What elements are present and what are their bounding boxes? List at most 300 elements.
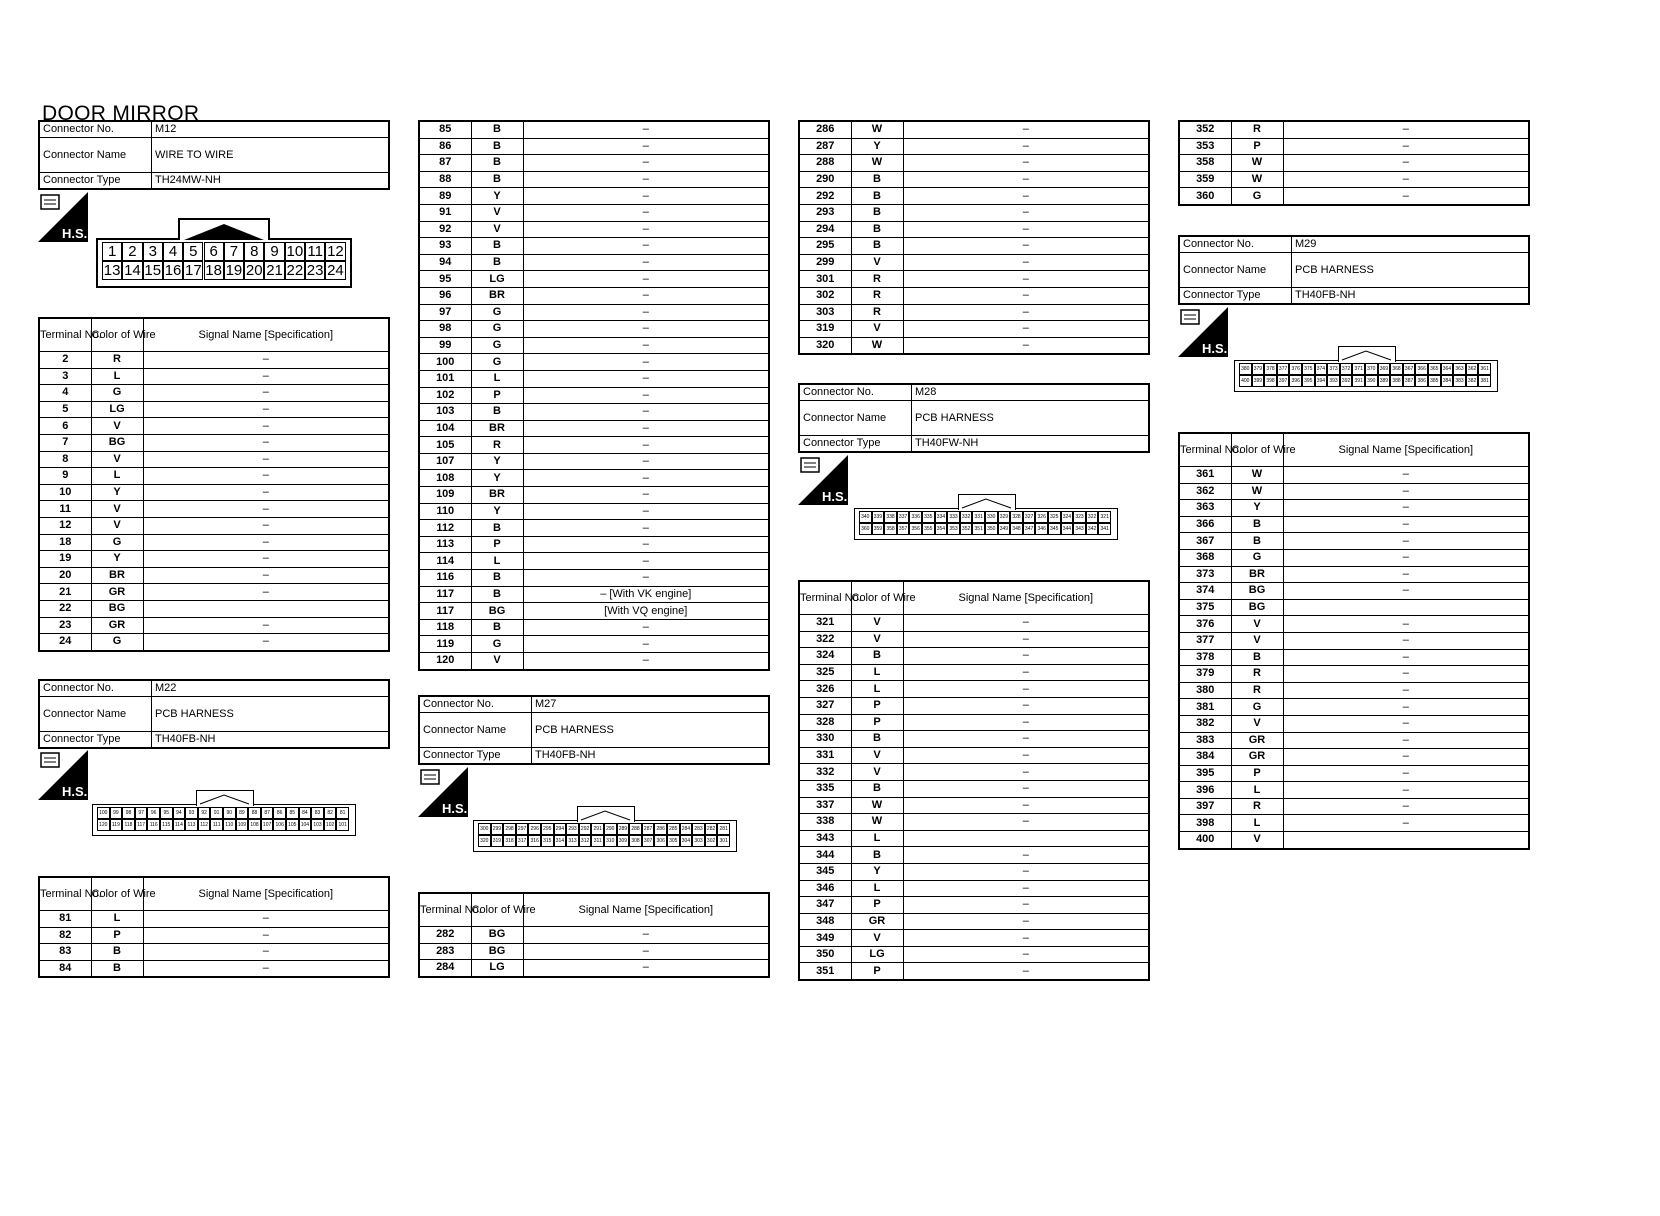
pin-cell: 115 [160, 819, 173, 831]
terminal-no-cell: 395 [1179, 765, 1231, 782]
terminal-no-cell: 120 [419, 653, 471, 670]
terminal-no-cell: 116 [419, 570, 471, 587]
signal-name-cell: – [523, 254, 769, 271]
pin-cell: 17 [184, 262, 202, 279]
svg-text:H.S.: H.S. [822, 489, 848, 504]
m12-pin-table: Terminal No. Color of Wire Signal Name [Specification] 2 R – 3 L – 4 G – 5 LG – 6 V – 7 BG – 8 V – 9 L – 10 Y – 11 V – 12 V – 18 G – 19 Y – 20 BR – 21 GR – 22 BG 23 GR – 24 G – [38, 317, 390, 652]
table-row [799, 731, 1149, 748]
pin-cell: 322 [1086, 511, 1099, 523]
wire-color-cell: B [851, 780, 903, 797]
wire-color-cell: LG [851, 946, 903, 963]
signal-name-cell: – [1283, 782, 1529, 799]
wire-color-cell: B [1231, 533, 1283, 550]
pin-cell: 376 [1289, 363, 1302, 375]
table-row [419, 221, 769, 238]
pin-cell: 289 [617, 823, 630, 835]
signal-name-cell: – [1283, 798, 1529, 815]
signal-name-cell: – [143, 534, 389, 551]
table-row [799, 664, 1149, 681]
wire-color-cell: V [471, 221, 523, 238]
pin-cell: 371 [1352, 363, 1365, 375]
pin-cell: 344 [1061, 523, 1074, 535]
pin-cell: 365 [1428, 363, 1441, 375]
terminal-no-cell: 382 [1179, 715, 1231, 732]
table-row [1179, 500, 1529, 517]
signal-name-cell: – [1283, 171, 1529, 188]
table-row [419, 536, 769, 553]
table-row [799, 830, 1149, 847]
wire-color-cell: GR [91, 617, 143, 634]
pin-cell: 284 [680, 823, 693, 835]
table-row [799, 121, 1149, 138]
wire-color-cell: BG [1231, 599, 1283, 616]
signal-name-cell: – [523, 553, 769, 570]
wire-color-cell: R [1231, 798, 1283, 815]
pin-cell: 345 [1048, 523, 1061, 535]
signal-name-cell: – [903, 321, 1149, 338]
pin-cell: 355 [922, 523, 935, 535]
pin-cell: 393 [1327, 375, 1340, 387]
terminal-no-cell: 349 [799, 930, 851, 947]
wire-color-cell: GR [91, 584, 143, 601]
terminal-no-cell: 338 [799, 814, 851, 831]
pin-cell: 83 [311, 807, 324, 819]
terminal-no-cell: 322 [799, 631, 851, 648]
pin-cell: 111 [210, 819, 223, 831]
wire-color-cell: G [471, 636, 523, 653]
terminal-no-cell: 114 [419, 553, 471, 570]
wire-color-cell: R [91, 352, 143, 369]
pin-cell: 114 [173, 819, 186, 831]
pin-cell: 387 [1403, 375, 1416, 387]
signal-name-cell: – [143, 634, 389, 651]
pin-cell: 5 [183, 242, 203, 261]
signal-name-cell: – [903, 731, 1149, 748]
pin-cell: 325 [1048, 511, 1061, 523]
signal-name-cell: – [523, 960, 769, 977]
signal-name-cell: – [903, 897, 1149, 914]
pin-cell: 358 [884, 523, 897, 535]
terminal-no-cell: 320 [799, 337, 851, 354]
terminal-no-cell: 8 [39, 451, 91, 468]
wire-color-cell: B [851, 204, 903, 221]
terminal-no-cell: 330 [799, 731, 851, 748]
wire-color-cell: G [471, 337, 523, 354]
pin-cell: 282 [705, 823, 718, 835]
wire-color-cell: P [471, 387, 523, 404]
signal-name-cell: – [523, 943, 769, 960]
wire-color-cell: LG [471, 960, 523, 977]
signal-name-cell: – [903, 880, 1149, 897]
table-row [1179, 583, 1529, 600]
terminal-no-cell: 21 [39, 584, 91, 601]
terminal-no-cell: 352 [1179, 121, 1231, 138]
table-row [799, 155, 1149, 172]
pin-cell: 362 [1466, 363, 1479, 375]
table-row [1179, 549, 1529, 566]
pin-cell: 81 [336, 807, 349, 819]
pin-cell: 340 [859, 511, 872, 523]
pin-cell: 398 [1264, 375, 1277, 387]
table-row [39, 600, 389, 617]
signal-name-cell: – [523, 354, 769, 371]
pin-cell: 366 [1415, 363, 1428, 375]
signal-name-cell: – [523, 287, 769, 304]
signal-name-cell: – [903, 714, 1149, 731]
wire-color-cell: V [91, 418, 143, 435]
wire-color-cell: V [1231, 632, 1283, 649]
signal-name-cell: – [143, 385, 389, 402]
pin-cell: 105 [286, 819, 299, 831]
wire-color-cell: BR [471, 287, 523, 304]
pin-cell: 8 [244, 242, 264, 261]
terminal-no-cell: 335 [799, 780, 851, 797]
signal-name-cell: – [523, 619, 769, 636]
pin-cell: 333 [947, 511, 960, 523]
signal-name-cell: – [523, 470, 769, 487]
pin-cell: 87 [261, 807, 274, 819]
wire-color-cell: P [1231, 138, 1283, 155]
m29-connector-face [1234, 346, 1498, 392]
pin-cell: 13 [103, 262, 121, 279]
m12-no: M12 [152, 121, 390, 138]
wire-color-cell: LG [91, 401, 143, 418]
terminal-no-cell: 290 [799, 171, 851, 188]
pin-cell: 9 [264, 242, 284, 261]
wire-color-cell: L [91, 368, 143, 385]
terminal-no-cell: 81 [39, 911, 91, 928]
signal-name-cell: – [903, 271, 1149, 288]
signal-name-cell: – [523, 138, 769, 155]
signal-name-cell: – [903, 797, 1149, 814]
signal-name-cell: – [903, 188, 1149, 205]
signal-name-cell: – [523, 636, 769, 653]
wire-color-cell: W [851, 121, 903, 138]
terminal-no-cell: 351 [799, 963, 851, 980]
pin-cell: 117 [135, 819, 148, 831]
table-row [419, 437, 769, 454]
signal-name-cell: – [143, 584, 389, 601]
pin-cell: 18 [205, 262, 222, 279]
terminal-no-cell: 101 [419, 370, 471, 387]
terminal-no-cell: 282 [419, 927, 471, 944]
table-row [419, 254, 769, 271]
pin-cell: 316 [528, 835, 541, 847]
pin-cell: 309 [617, 835, 630, 847]
signal-name-cell [143, 600, 389, 617]
table-row [1179, 171, 1529, 188]
connector-latch [958, 494, 1016, 510]
table-row [1179, 533, 1529, 550]
wire-color-cell: BG [471, 603, 523, 620]
wire-color-cell: R [1231, 121, 1283, 138]
terminal-no-cell: 100 [419, 354, 471, 371]
terminal-no-cell: 343 [799, 830, 851, 847]
table-row [799, 913, 1149, 930]
table-row [1179, 749, 1529, 766]
terminal-no-cell: 376 [1179, 616, 1231, 633]
pin-cell: 299 [491, 823, 504, 835]
pin-cell: 85 [286, 807, 299, 819]
pin-cell: 348 [1010, 523, 1023, 535]
signal-name-cell: – [523, 520, 769, 537]
col3-pin-table [798, 120, 1150, 355]
wire-color-cell: V [471, 653, 523, 670]
wire-color-cell: BG [471, 927, 523, 944]
wire-color-cell: B [471, 138, 523, 155]
wire-color-cell: W [851, 155, 903, 172]
pin-cell: 307 [642, 835, 655, 847]
table-row [1179, 566, 1529, 583]
signal-name-cell: – [143, 517, 389, 534]
signal-name-cell: – [143, 418, 389, 435]
terminal-no-cell: 321 [799, 615, 851, 632]
wire-color-cell: V [1231, 715, 1283, 732]
pin-cell: 311 [591, 835, 604, 847]
terminal-no-cell: 83 [39, 944, 91, 961]
pin-cell: 288 [629, 823, 642, 835]
pin-cell: 380 [1239, 363, 1252, 375]
table-row [39, 484, 389, 501]
wire-color-cell: V [851, 747, 903, 764]
terminal-no-cell: 19 [39, 551, 91, 568]
wire-color-cell: R [1231, 666, 1283, 683]
pin-cell: 285 [667, 823, 680, 835]
table-row [419, 619, 769, 636]
pin-cell: 342 [1086, 523, 1099, 535]
pin-cell: 118 [122, 819, 135, 831]
pin-cell: 321 [1098, 511, 1111, 523]
pin-cell: 304 [680, 835, 693, 847]
pin-cell: 21 [266, 262, 283, 279]
signal-name-cell: – [523, 927, 769, 944]
signal-name-cell: – [903, 171, 1149, 188]
table-row [419, 927, 769, 944]
signal-name-cell: – [143, 451, 389, 468]
pin-cell: 351 [972, 523, 985, 535]
table-row [799, 780, 1149, 797]
terminal-no-cell: 332 [799, 764, 851, 781]
pin-cell: 293 [566, 823, 579, 835]
signal-name-cell: – [523, 221, 769, 238]
signal-name-cell: – [1283, 138, 1529, 155]
table-row [799, 648, 1149, 665]
wire-color-cell: L [471, 370, 523, 387]
table-row [419, 943, 769, 960]
connector-latch [577, 806, 635, 822]
terminal-no-cell: 292 [799, 188, 851, 205]
table-row [1179, 138, 1529, 155]
pin-cell: 302 [705, 835, 718, 847]
pin-cell: 378 [1264, 363, 1277, 375]
pin-cell: 2 [122, 242, 142, 261]
pin-cell: 95 [160, 807, 173, 819]
signal-name-cell: – [143, 960, 389, 977]
terminal-no-cell: 117 [419, 586, 471, 603]
terminal-no-cell: 366 [1179, 516, 1231, 533]
wire-color-cell: BR [471, 487, 523, 504]
wire-color-cell: B [1231, 649, 1283, 666]
signal-name-cell: – [143, 401, 389, 418]
pin-cell: 341 [1098, 523, 1111, 535]
signal-name-cell: – [1283, 666, 1529, 683]
pin-cell: 314 [554, 835, 567, 847]
pin-cell: 353 [947, 523, 960, 535]
signal-name-cell: – [1283, 815, 1529, 832]
table-row [39, 418, 389, 435]
page-title: DOOR MIRROR [42, 102, 200, 125]
table-row [419, 636, 769, 653]
pin-cell: 82 [324, 807, 337, 819]
signal-name-cell: – [1283, 583, 1529, 600]
wire-color-cell: B [471, 619, 523, 636]
pin-cell: 305 [667, 835, 680, 847]
signal-name-cell: – [903, 254, 1149, 271]
table-row [1179, 632, 1529, 649]
terminal-no-cell: 112 [419, 520, 471, 537]
pin-cell: 308 [629, 835, 642, 847]
m12-type: TH24MW-NH [152, 173, 390, 190]
connector-latch [1338, 346, 1396, 362]
pin-cell: 323 [1073, 511, 1086, 523]
terminal-no-cell: 108 [419, 470, 471, 487]
wire-color-cell: B [471, 171, 523, 188]
pin-cell: 360 [859, 523, 872, 535]
pin-cell: 116 [147, 819, 160, 831]
pin-cell: 384 [1441, 375, 1454, 387]
pin-cell: 283 [692, 823, 705, 835]
pin-cell: 352 [960, 523, 973, 535]
table-row [419, 487, 769, 504]
signal-name-cell [903, 830, 1149, 847]
wire-color-cell: V [851, 631, 903, 648]
terminal-no-cell: 99 [419, 337, 471, 354]
terminal-no-cell: 284 [419, 960, 471, 977]
signal-name-cell: – [523, 204, 769, 221]
table-row [419, 337, 769, 354]
table-row [1179, 782, 1529, 799]
wire-color-cell: B [851, 188, 903, 205]
terminal-no-cell: 107 [419, 453, 471, 470]
pin-cell: 286 [654, 823, 667, 835]
terminal-no-cell: 350 [799, 946, 851, 963]
pin-cell: 4 [163, 242, 183, 261]
pin-cell: 397 [1277, 375, 1290, 387]
signal-name-cell: – [1283, 715, 1529, 732]
pin-cell: 332 [960, 511, 973, 523]
pin-cell: 369 [1378, 363, 1391, 375]
signal-name-cell: – [523, 536, 769, 553]
terminal-no-cell: 375 [1179, 599, 1231, 616]
hs-icon [1178, 307, 1228, 357]
table-row [799, 221, 1149, 238]
table-row [39, 434, 389, 451]
terminal-no-cell: 283 [419, 943, 471, 960]
signal-name-cell: – [903, 913, 1149, 930]
table-row [39, 927, 389, 944]
signal-name-cell: – [523, 370, 769, 387]
pin-cell: 112 [198, 819, 211, 831]
terminal-no-cell: 92 [419, 221, 471, 238]
terminal-no-cell: 89 [419, 188, 471, 205]
table-row [799, 847, 1149, 864]
pin-cell: 310 [604, 835, 617, 847]
terminal-no-cell: 398 [1179, 815, 1231, 832]
terminal-no-cell: 95 [419, 271, 471, 288]
wire-color-cell: P [851, 963, 903, 980]
wire-color-cell: V [851, 764, 903, 781]
pin-cell: 346 [1035, 523, 1048, 535]
pin-cell: 294 [554, 823, 567, 835]
signal-name-cell: – [143, 567, 389, 584]
pin-cell: 22 [286, 262, 304, 279]
table-row [419, 586, 769, 603]
terminal-no-cell: 361 [1179, 467, 1231, 484]
connector-latch [178, 218, 270, 240]
table-row [799, 271, 1149, 288]
terminal-no-cell: 303 [799, 304, 851, 321]
table-row [39, 451, 389, 468]
col2-pin-table [418, 120, 770, 671]
pin-cell: 370 [1365, 363, 1378, 375]
signal-name-cell: – [1283, 467, 1529, 484]
signal-name-cell: – [143, 434, 389, 451]
wire-color-cell: L [91, 468, 143, 485]
pin-cell: 329 [998, 511, 1011, 523]
terminal-no-cell: 379 [1179, 666, 1231, 683]
pin-cell: 392 [1340, 375, 1353, 387]
table-row [39, 401, 389, 418]
pin-cell: 395 [1302, 375, 1315, 387]
pin-cell: 386 [1415, 375, 1428, 387]
terminal-no-cell: 348 [799, 913, 851, 930]
wire-color-cell: R [471, 437, 523, 454]
pin-cell: 107 [261, 819, 274, 831]
pin-cell: 350 [985, 523, 998, 535]
wire-color-cell: G [91, 634, 143, 651]
signal-name-cell [1283, 599, 1529, 616]
wire-color-cell: Y [1231, 500, 1283, 517]
table-row [1179, 155, 1529, 172]
signal-name-cell: – [1283, 483, 1529, 500]
terminal-no-cell: 344 [799, 847, 851, 864]
terminal-no-cell: 327 [799, 697, 851, 714]
wire-color-cell: V [1231, 832, 1283, 849]
terminal-no-cell: 367 [1179, 533, 1231, 550]
signal-name-cell: – [903, 697, 1149, 714]
signal-name-cell: – [903, 155, 1149, 172]
terminal-no-cell: 397 [1179, 798, 1231, 815]
terminal-no-cell: 287 [799, 138, 851, 155]
pin-cell: 91 [210, 807, 223, 819]
table-row [419, 188, 769, 205]
table-row [419, 204, 769, 221]
signal-name-cell: – [143, 944, 389, 961]
wire-color-cell: LG [471, 271, 523, 288]
pin-cell: 20 [245, 262, 263, 279]
pin-cell: 318 [503, 835, 516, 847]
signal-name-cell: – [523, 487, 769, 504]
signal-name-cell: – [523, 337, 769, 354]
table-row [39, 960, 389, 977]
signal-name-cell: – [903, 631, 1149, 648]
pin-cell: 381 [1478, 375, 1491, 387]
pin-cell: 11 [305, 242, 325, 261]
signal-name-cell: – [143, 484, 389, 501]
terminal-no-cell: 5 [39, 401, 91, 418]
m22-name: PCB HARNESS [152, 697, 390, 732]
pin-cell: 108 [248, 819, 261, 831]
